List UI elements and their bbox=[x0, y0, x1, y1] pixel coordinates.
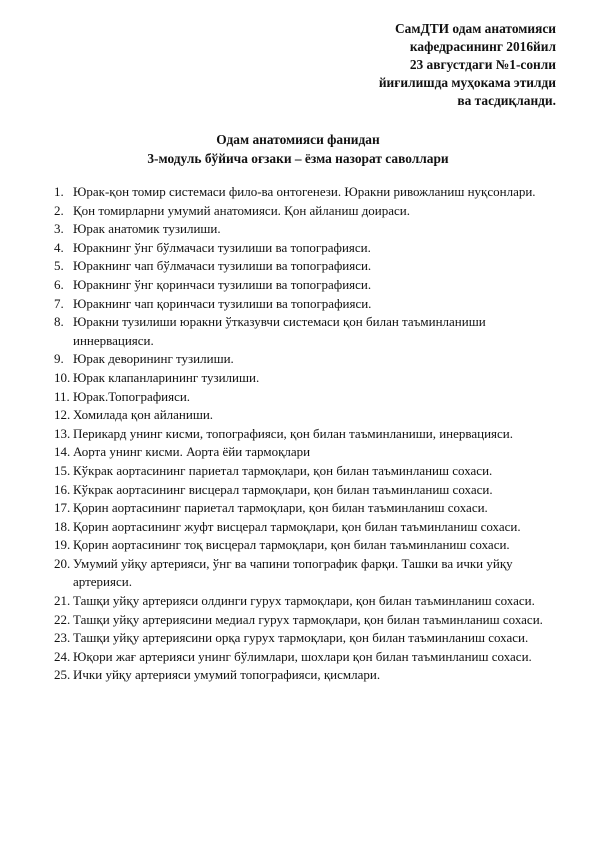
question-text: Юрак.Топографияси. bbox=[73, 388, 191, 404]
question-text: Юрак анатомик тузилиши. bbox=[73, 221, 221, 237]
approval-line: йиғилишда муҳокама этилди bbox=[378, 75, 556, 90]
question-item bbox=[54, 443, 560, 462]
question-text: Юрак деворининг тузилиши. bbox=[73, 351, 234, 367]
question-item bbox=[54, 666, 560, 685]
title-line-1: Одам анатомияси фанидан bbox=[216, 132, 380, 147]
question-text: Ички уйқу артерияси умумий топографияси, қисмлари. bbox=[73, 667, 381, 683]
question-item bbox=[54, 220, 560, 239]
question-item bbox=[54, 257, 560, 276]
question-item bbox=[54, 611, 560, 630]
question-text: Умумий уйқу артерияси, ўнг ва чапини топографик фарқи. Ташки ва ички уйқу артерияси. bbox=[73, 555, 513, 590]
question-text: Ташқи уйқу артериясини орқа гурух тармоқлари, қон билан таъминланиш сохаси. bbox=[73, 630, 529, 646]
question-item bbox=[54, 648, 560, 667]
question-text: Юракнинг чап бўлмачаси тузилиши ва топографияси. bbox=[73, 258, 372, 274]
question-item bbox=[54, 239, 560, 258]
question-number: 19. bbox=[54, 537, 71, 553]
question-item bbox=[54, 536, 560, 555]
question-text: Қорин аортасининг жуфт висцерал тармоқлари, қон билан таъминланиш сохаси. bbox=[73, 518, 521, 534]
question-number: 16. bbox=[54, 481, 71, 497]
question-number: 11. bbox=[54, 388, 70, 404]
question-item bbox=[54, 276, 560, 295]
question-item bbox=[54, 425, 560, 444]
question-text: Ташқи уйқу артериясини медиал гурух тармоқлари, қон билан таъминланиш сохаси. bbox=[73, 611, 543, 627]
approval-line: ва тасдиқланди. bbox=[457, 93, 556, 108]
question-number: 17. bbox=[54, 500, 71, 516]
question-item bbox=[54, 350, 560, 369]
question-number: 6. bbox=[54, 276, 64, 292]
question-item bbox=[54, 388, 560, 407]
question-text: Аорта унинг кисми. Аорта ёйи тармоқлари bbox=[73, 444, 311, 460]
question-text: Юракнинг чап қоринчаси тузилиши ва топографияси. bbox=[73, 295, 372, 311]
question-list bbox=[54, 183, 560, 685]
question-number: 23. bbox=[54, 630, 71, 646]
question-item bbox=[54, 499, 560, 518]
approval-line: 23 августдаги №1-сонли bbox=[409, 57, 556, 72]
question-number: 2. bbox=[54, 202, 64, 218]
question-number: 10. bbox=[54, 369, 71, 385]
question-number: 20. bbox=[54, 555, 71, 571]
question-number: 9. bbox=[54, 351, 64, 367]
question-text: Қорин аортасининг париетал тармоқлари, қон билан таъминланиш сохаси. bbox=[73, 500, 488, 516]
question-number: 5. bbox=[54, 258, 64, 274]
question-text: Юқори жағ артерияси унинг бўлимлари, шохлари қон билан таъминланиш сохаси. bbox=[73, 648, 532, 664]
question-item bbox=[54, 629, 560, 648]
question-text: Қон томирларни умумий анатомияси. Қон айланиш доираси. bbox=[73, 202, 411, 218]
question-number: 22. bbox=[54, 611, 71, 627]
title-line-2: 3-модуль бўйича оғзаки – ёзма назорат саволлари bbox=[147, 151, 449, 166]
approval-block bbox=[379, 20, 556, 110]
question-number: 14. bbox=[54, 444, 71, 460]
question-text: Қорин аортасининг тоқ висцерал тармоқлари, қон билан таъминланиш сохаси. bbox=[73, 537, 510, 553]
question-text: Хомилада қон айланиши. bbox=[73, 407, 214, 423]
approval-line: СамДТИ одам анатомияси bbox=[395, 21, 556, 36]
question-item bbox=[54, 592, 560, 611]
question-text: Перикард унинг кисми, топографияси, қон билан таъминланиши, инервацияси. bbox=[73, 425, 513, 441]
question-item bbox=[54, 202, 560, 221]
question-number: 8. bbox=[54, 314, 64, 330]
question-number: 13. bbox=[54, 425, 71, 441]
question-item bbox=[54, 462, 560, 481]
document-title bbox=[0, 130, 596, 168]
question-number: 21. bbox=[54, 593, 71, 609]
question-item bbox=[54, 295, 560, 314]
question-item bbox=[54, 183, 560, 202]
question-item bbox=[54, 313, 560, 350]
question-text: Кўкрак аортасининг висцерал тармоқлари, қон билан таъминланиш сохаси. bbox=[73, 481, 493, 497]
question-item bbox=[54, 555, 560, 592]
approval-line: кафедрасининг 2016йил bbox=[409, 39, 556, 54]
question-text: Юракнинг ўнг бўлмачаси тузилиши ва топографияси. bbox=[73, 239, 371, 255]
question-number: 7. bbox=[54, 295, 64, 311]
question-item bbox=[54, 481, 560, 500]
question-number: 1. bbox=[54, 184, 64, 199]
question-item bbox=[54, 406, 560, 425]
question-number: 15. bbox=[54, 462, 71, 478]
question-item bbox=[54, 369, 560, 388]
question-item bbox=[54, 518, 560, 537]
question-number: 4. bbox=[54, 239, 64, 255]
question-number: 24. bbox=[54, 648, 71, 664]
question-text: Юрак-қон томир системаси фило-ва онтогенези. Юракни ривожланиш нуқсонлари. bbox=[73, 184, 536, 199]
question-text: Кўкрак аортасининг париетал тармоқлари, қон билан таъминланиш сохаси. bbox=[73, 462, 493, 478]
question-text: Ташқи уйқу артерияси олдинги гурух тармоқлари, қон билан таъминланиш сохаси. bbox=[73, 593, 535, 609]
question-number: 18. bbox=[54, 518, 71, 534]
question-number: 3. bbox=[54, 221, 64, 237]
question-number: 25. bbox=[54, 667, 71, 683]
question-number: 12. bbox=[54, 407, 71, 423]
question-text: Юрак клапанларининг тузилиши. bbox=[73, 369, 260, 385]
question-text: Юракни тузилиши юракни ўтказувчи системаси қон билан таъминланиши иннервацияси. bbox=[73, 314, 486, 348]
question-text: Юракнинг ўнг қоринчаси тузилиши ва топографияси. bbox=[73, 276, 372, 292]
